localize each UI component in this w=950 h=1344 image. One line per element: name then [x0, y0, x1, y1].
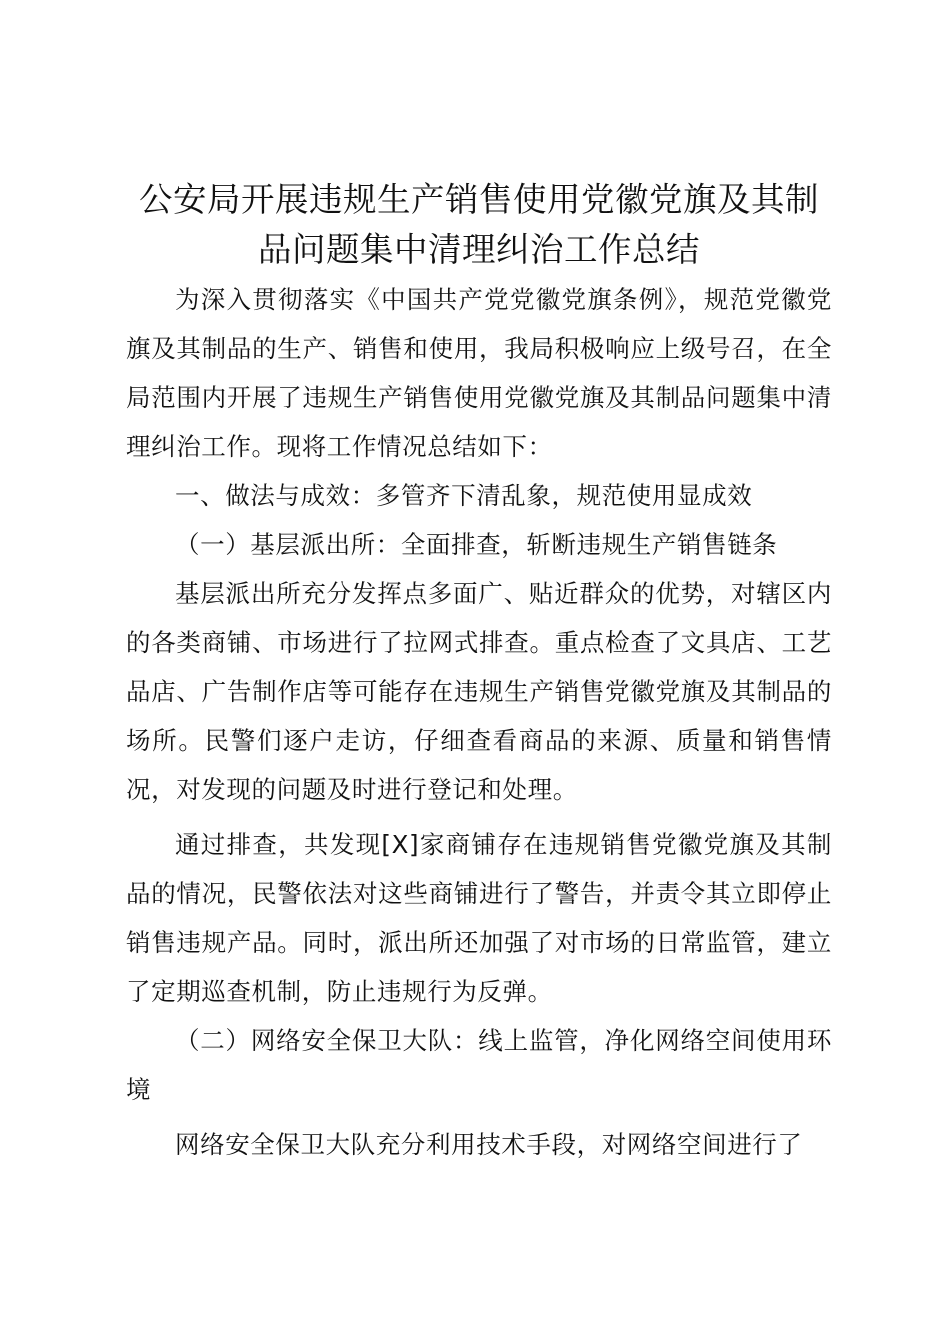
title-line-1: 公安局开展违规生产销售使用党徽党旗及其制 [139, 180, 819, 219]
intro-paragraph: 为深入贯彻落实《中国共产党党徽党旗条例》，规范党徽党旗及其制品的生产、销售和使用，我局积极响应上级号召，在全局范围内开展了违规生产销售使用党徽党旗及其制品问题集中清理纠治工作。现将工作情况总结如下： [126, 285, 832, 461]
subsection-2-heading: （二）网络安全保卫大队：线上监管，净化网络空间使用环境 [126, 1026, 832, 1104]
title-line-2: 品问题集中清理纠治工作总结 [258, 230, 700, 269]
document-title [126, 175, 832, 275]
subsection-1-paragraph-2: 通过排查，共发现[X]家商铺存在违规销售党徽党旗及其制品的情况，民警依法对这些商铺进行了警告，并责令其立即停止销售违规产品。同时，派出所还加强了对市场的日常监管，建立了定期巡查机制，防止违规行为反弹。 [126, 830, 832, 1006]
document-page [126, 175, 832, 1169]
subsection-1-heading: （一）基层派出所：全面排查，斩断违规生产销售链条 [175, 530, 778, 559]
subsection-2-paragraph-1: 网络安全保卫大队充分利用技术手段，对网络空间进行了 [175, 1130, 803, 1159]
subsection-1-paragraph-1: 基层派出所充分发挥点多面广、贴近群众的优势，对辖区内的各类商铺、市场进行了拉网式排查。重点检查了文具店、工艺品店、广告制作店等可能存在违规生产销售党徽党旗及其制品的场所。民警们逐户走访，仔细查看商品的来源、质量和销售情况，对发现的问题及时进行登记和处理。 [126, 579, 832, 804]
document-body [126, 275, 832, 1169]
section-1-heading: 一、做法与成效：多管齐下清乱象，规范使用显成效 [175, 481, 753, 510]
